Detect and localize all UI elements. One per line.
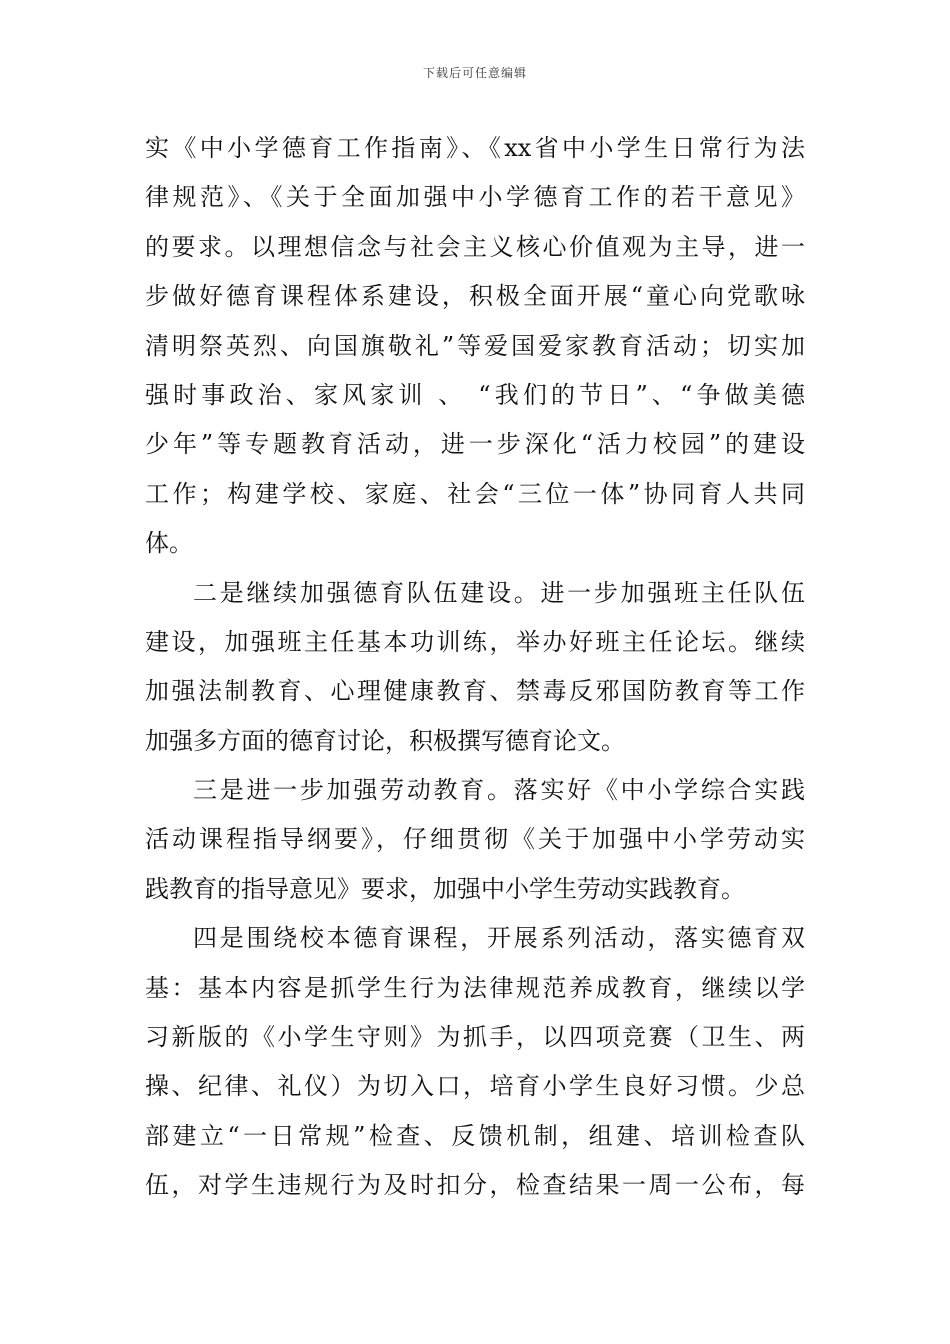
text-line: 工作；构建学校、家庭、社会“三位一体”协同育人共同 [145,479,805,508]
paragraph-start-line: 二是继续加强德育队伍建设。进一步加强班主任队伍 [193,578,805,607]
text-line: 实《中小学德育工作指南》、《xx省中小学生日常行为法 [145,134,805,162]
text-line: 清明祭英烈、向国旗敬礼”等爱国爱家教育活动；切实加 [145,331,805,360]
text-line: 步做好德育课程体系建设，积极全面开展“童心向党歌咏 [145,282,805,311]
text-line: 的要求。以理想信念与社会主义核心价值观为主导，进一 [145,232,805,261]
text-line: 强时事政治、家风家训 、 “我们的节日”、“争做美德 [145,380,805,409]
text-line: 加强多方面的德育讨论，积极撰写德育论文。 [145,726,625,755]
page-header: 下载后可任意编辑 [422,66,527,80]
paragraph-start-line: 四是围绕校本德育课程，开展系列活动，落实德育双 [193,924,805,953]
text-line: 基：基本内容是抓学生行为法律规范养成教育，继续以学 [145,973,805,1002]
text-line: 操、纪律、礼仪）为切入口，培育小学生良好习惯。少总 [145,1072,805,1101]
text-line: 部建立“一日常规”检查、反馈机制，组建、培训检查队 [145,1121,805,1150]
text-line: 体。 [145,529,193,558]
text-line: 伍，对学生违规行为及时扣分，检查结果一周一公布，每 [145,1171,805,1200]
text-line: 加强法制教育、心理健康教育、禁毒反邪国防教育等工作 [145,677,805,706]
text-line: 少年”等专题教育活动，进一步深化“活力校园”的建设 [145,430,805,459]
text-line: 律规范》、《关于全面加强中小学德育工作的若干意见》 [145,183,805,212]
text-line: 活动课程指导纲要》，仔细贯彻《关于加强中小学劳动实 [145,825,805,854]
text-line: 建设，加强班主任基本功训练，举办好班主任论坛。继续 [145,627,805,656]
text-line: 习新版的《小学生守则》为抓手，以四项竞赛（卫生、两 [145,1023,805,1052]
paragraph-start-line: 三是进一步加强劳动教育。落实好《中小学综合实践 [193,776,805,805]
document-body [145,124,805,1211]
text-line: 践教育的指导意见》要求，加强中小学生劳动实践教育。 [145,874,745,903]
